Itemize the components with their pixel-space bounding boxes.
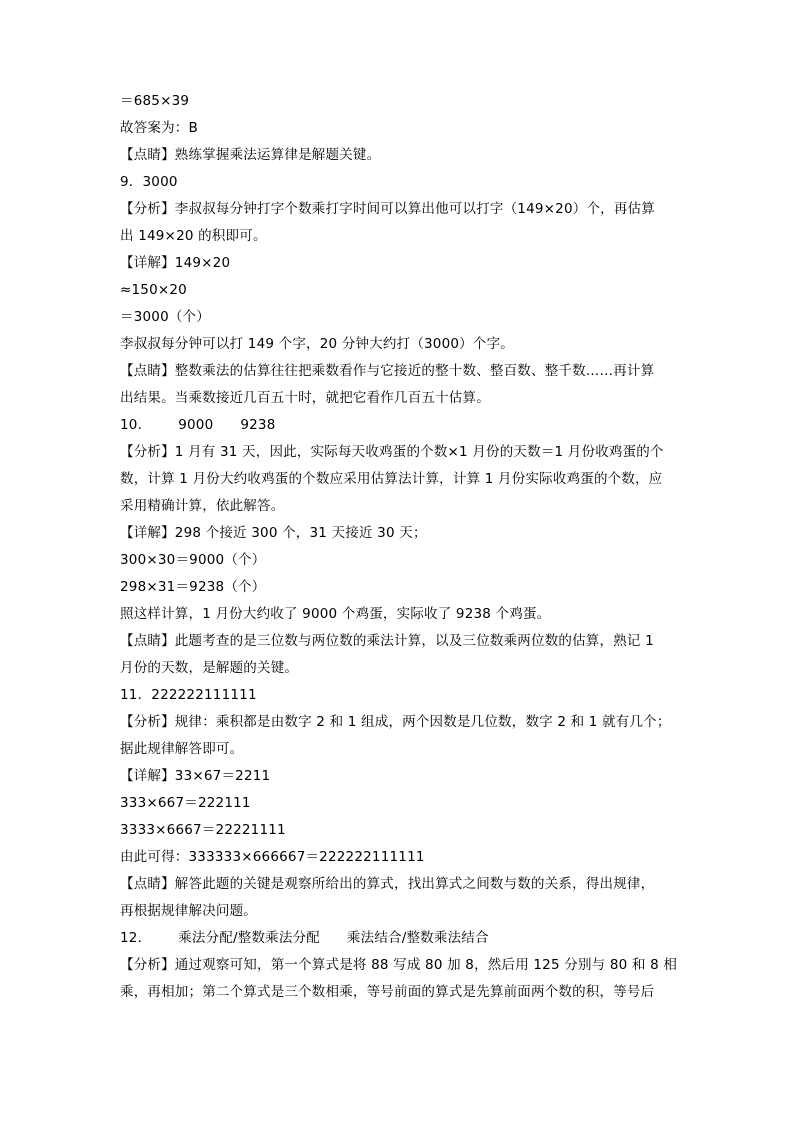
answer-text-body [120, 88, 680, 1006]
text-line: 采用精确计算，依此解答。 [120, 498, 285, 514]
text-line: 【详解】298 个接近 300 个，31 天接近 30 天； [120, 525, 427, 541]
text-line: 【分析】通过观察可知，第一个算式是将 88 写成 80 加 8，然后用 125 分别与 80 和 8 相 [120, 957, 678, 973]
text-line: 据此规律解答即可。 [120, 741, 244, 757]
text-line: ＝3000（个） [120, 309, 210, 325]
text-line: 故答案为：B [120, 120, 198, 136]
text-line: 由此可得：333333×666667＝222222111111 [120, 849, 425, 865]
question-number-line: 11．222222111111 [120, 687, 257, 703]
text-line: 月份的天数，是解题的关键。 [120, 660, 299, 676]
text-line: 出结果。当乘数接近几百五十时，就把它看作几百五十估算。 [120, 390, 490, 406]
text-line: 照这样计算，1 月份大约收了 9000 个鸡蛋，实际收了 9238 个鸡蛋。 [120, 606, 551, 622]
text-line: ＝685×39 [120, 93, 190, 109]
text-line: 333×667＝222111 [120, 795, 251, 811]
text-line: 【详解】33×67＝2211 [120, 768, 271, 784]
text-line: 300×30＝9000（个） [120, 552, 266, 568]
text-line: 【分析】李叔叔每分钟打字个数乘打字时间可以算出他可以打字（149×20）个，再估算 [120, 201, 655, 217]
text-line: 【点睛】此题考查的是三位数与两位数的乘法计算，以及三位数乘两位数的估算，熟记 1 [120, 633, 654, 649]
text-line: 【详解】149×20 [120, 255, 231, 271]
text-line: 李叔叔每分钟可以打 149 个字，20 分钟大约打（3000）个字。 [120, 336, 514, 352]
question-number-line: 9．3000 [120, 174, 178, 190]
text-line: 【点睛】解答此题的关键是观察所给出的算式，找出算式之间数与数的关系，得出规律， [120, 876, 655, 892]
question-number-line: 10． 9000 9238 [120, 417, 276, 433]
text-line: 【分析】1 月有 31 天，因此，实际每天收鸡蛋的个数×1 月份的天数＝1 月份收鸡蛋的个 [120, 444, 664, 460]
text-line: 乘，再相加；第二个算式是三个数相乘，等号前面的算式是先算前面两个数的积，等号后 [120, 984, 655, 1000]
text-line: 出 149×20 的积即可。 [120, 228, 267, 244]
text-line: 【分析】规律：乘积都是由数字 2 和 1 组成，两个因数是几位数，数字 2 和 1 就有几个； [120, 714, 671, 730]
text-line: 【点睛】整数乘法的估算往往把乘数看作与它接近的整十数、整百数、整千数……再计算 [120, 363, 655, 379]
text-line: 298×31＝9238（个） [120, 579, 266, 595]
text-line: ≈150×20 [120, 282, 187, 298]
question-number-line: 12． 乘法分配/整数乘法分配 乘法结合/整数乘法结合 [120, 930, 489, 946]
text-line: 3333×6667＝22221111 [120, 822, 286, 838]
text-line: 数，计算 1 月份大约收鸡蛋的个数应采用估算法计算，计算 1 月份实际收鸡蛋的个数，应 [120, 471, 663, 487]
text-line: 【点睛】熟练掌握乘法运算律是解题关键。 [120, 147, 381, 163]
text-line: 再根据规律解决问题。 [120, 903, 257, 919]
